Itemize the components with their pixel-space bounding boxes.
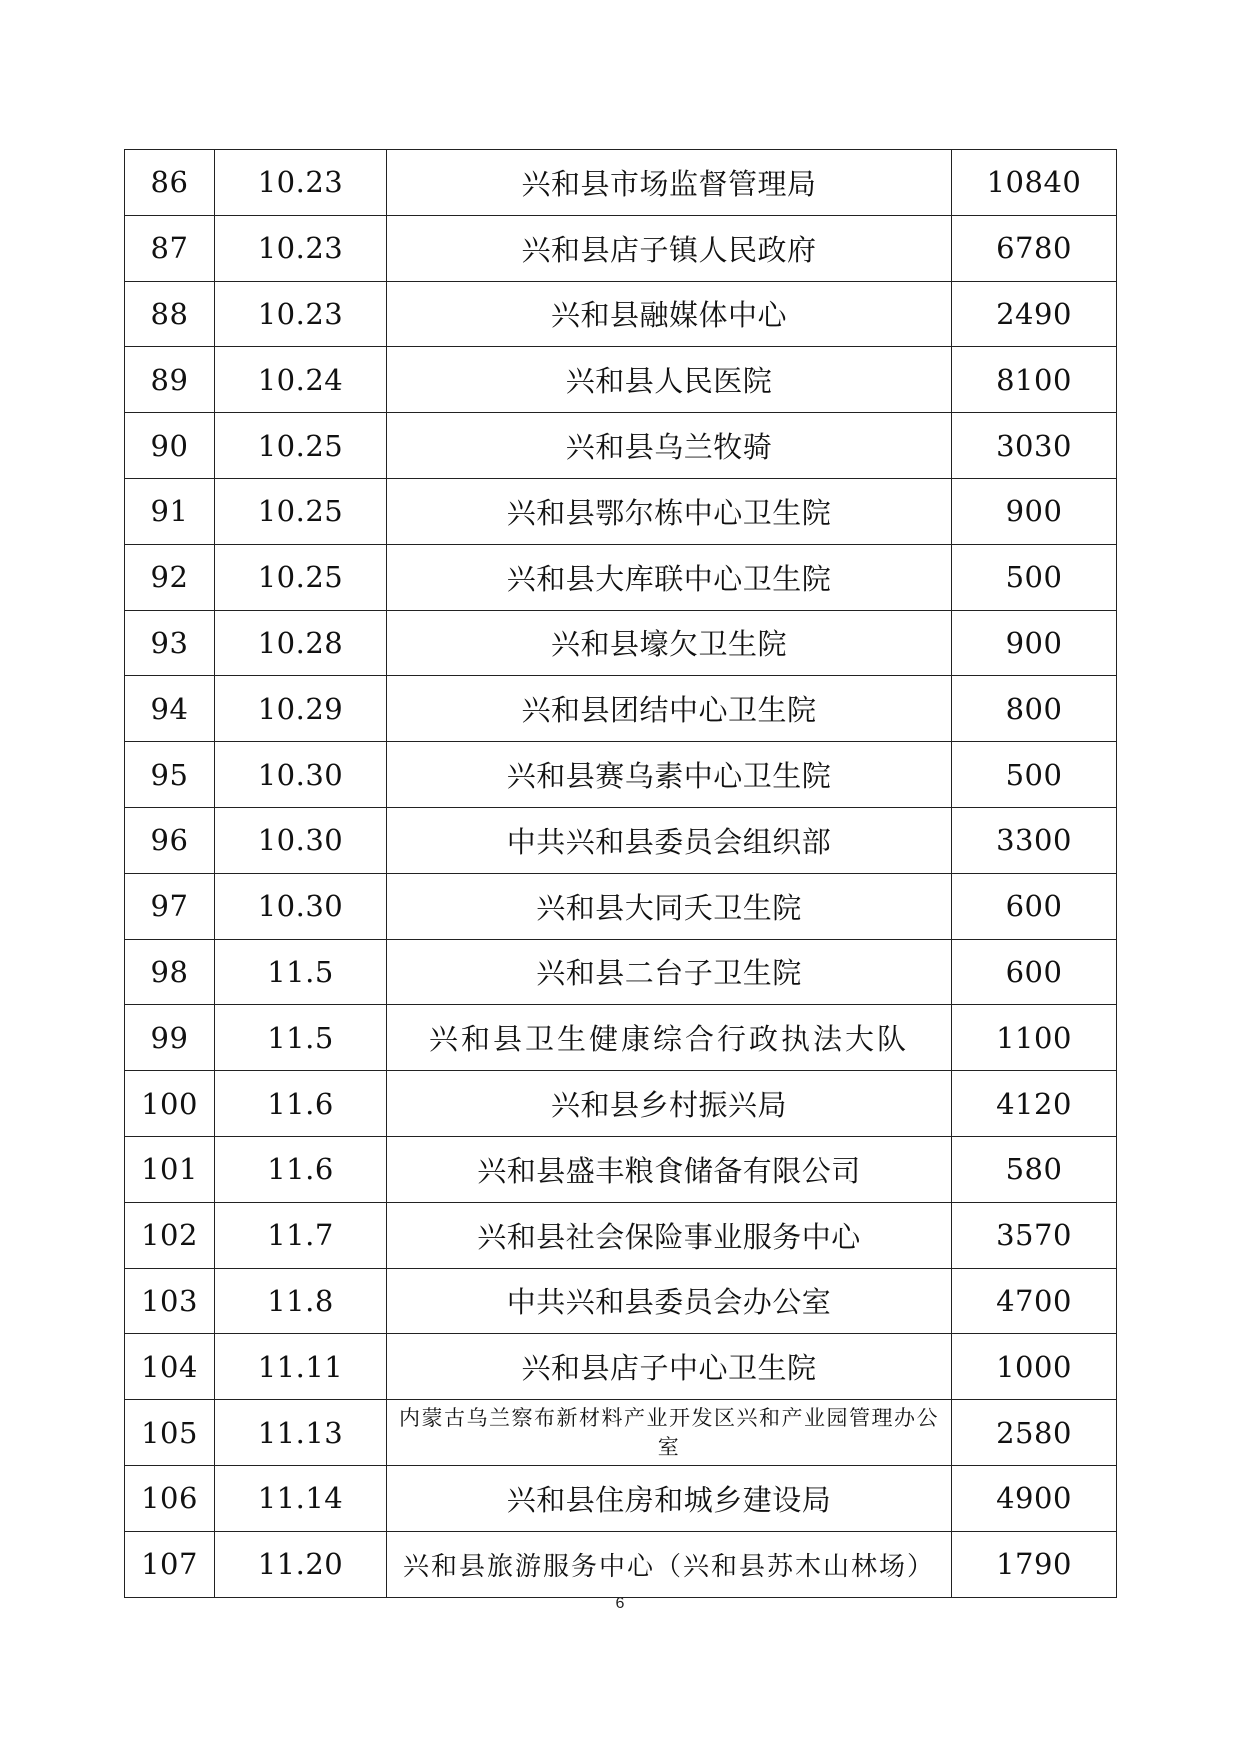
row-unit: 兴和县店子镇人民政府 [387,215,952,281]
row-amount: 800 [952,676,1117,742]
row-amount: 3030 [952,413,1117,479]
row-amount: 500 [952,544,1117,610]
row-unit: 兴和县鄂尔栋中心卫生院 [387,478,952,544]
row-amount: 500 [952,742,1117,808]
row-amount: 900 [952,478,1117,544]
row-unit: 兴和县大库联中心卫生院 [387,544,952,610]
row-amount: 1100 [952,1005,1117,1071]
row-amount: 10840 [952,150,1117,216]
row-unit: 兴和县融媒体中心 [387,281,952,347]
row-date: 10.30 [215,873,387,939]
table-row [125,1071,1117,1137]
table-row [125,1005,1117,1071]
row-amount: 6780 [952,215,1117,281]
table-row [125,215,1117,281]
row-unit: 兴和县乌兰牧骑 [387,413,952,479]
row-number: 87 [125,215,215,281]
row-number: 91 [125,478,215,544]
row-amount: 2580 [952,1400,1117,1466]
row-number: 92 [125,544,215,610]
table-row [125,1465,1117,1531]
row-number: 103 [125,1268,215,1334]
table-row [125,281,1117,347]
row-unit: 兴和县卫生健康综合行政执法大队 [387,1005,952,1071]
row-date: 11.20 [215,1531,387,1597]
row-unit: 兴和县住房和城乡建设局 [387,1465,952,1531]
row-date: 10.28 [215,610,387,676]
row-unit: 兴和县大同夭卫生院 [387,873,952,939]
row-number: 99 [125,1005,215,1071]
row-amount: 580 [952,1136,1117,1202]
row-unit: 兴和县团结中心卫生院 [387,676,952,742]
row-amount: 4700 [952,1268,1117,1334]
table-row [125,1202,1117,1268]
table-row [125,873,1117,939]
table-row [125,1400,1117,1466]
row-number: 93 [125,610,215,676]
row-number: 105 [125,1400,215,1466]
row-date: 11.8 [215,1268,387,1334]
table-row [125,478,1117,544]
row-amount: 3300 [952,807,1117,873]
row-number: 94 [125,676,215,742]
table-row [125,1136,1117,1202]
row-amount: 900 [952,610,1117,676]
row-amount: 2490 [952,281,1117,347]
table-row [125,676,1117,742]
table-row [125,413,1117,479]
table-row [125,610,1117,676]
row-date: 10.23 [215,281,387,347]
row-number: 89 [125,347,215,413]
row-unit: 兴和县旅游服务中心（兴和县苏木山林场） [387,1531,952,1597]
row-number: 107 [125,1531,215,1597]
row-number: 100 [125,1071,215,1137]
table-row [125,1531,1117,1597]
row-date: 10.23 [215,215,387,281]
table-row [125,1268,1117,1334]
row-date: 11.13 [215,1400,387,1466]
row-unit: 兴和县人民医院 [387,347,952,413]
table-row [125,544,1117,610]
table-row [125,347,1117,413]
row-amount: 4900 [952,1465,1117,1531]
row-number: 97 [125,873,215,939]
row-date: 10.29 [215,676,387,742]
table-row [125,150,1117,216]
row-unit: 兴和县店子中心卫生院 [387,1334,952,1400]
row-date: 10.25 [215,413,387,479]
table-row [125,807,1117,873]
row-amount: 8100 [952,347,1117,413]
row-date: 10.23 [215,150,387,216]
row-unit: 兴和县二台子卫生院 [387,939,952,1005]
row-date: 11.11 [215,1334,387,1400]
row-number: 98 [125,939,215,1005]
row-unit: 兴和县赛乌素中心卫生院 [387,742,952,808]
row-date: 10.25 [215,544,387,610]
row-unit: 兴和县乡村振兴局 [387,1071,952,1137]
row-unit: 中共兴和县委员会办公室 [387,1268,952,1334]
table-row [125,742,1117,808]
row-unit: 内蒙古乌兰察布新材料产业开发区兴和产业园管理办公室 [387,1400,952,1466]
row-number: 106 [125,1465,215,1531]
row-unit: 兴和县社会保险事业服务中心 [387,1202,952,1268]
row-number: 88 [125,281,215,347]
row-amount: 1000 [952,1334,1117,1400]
row-unit: 中共兴和县委员会组织部 [387,807,952,873]
row-date: 11.14 [215,1465,387,1531]
row-number: 90 [125,413,215,479]
row-unit: 兴和县盛丰粮食储备有限公司 [387,1136,952,1202]
table-row [125,1334,1117,1400]
row-number: 95 [125,742,215,808]
row-amount: 600 [952,939,1117,1005]
table-row [125,939,1117,1005]
row-amount: 3570 [952,1202,1117,1268]
row-date: 11.6 [215,1071,387,1137]
row-number: 102 [125,1202,215,1268]
row-amount: 600 [952,873,1117,939]
row-date: 11.7 [215,1202,387,1268]
page-number: 6 [615,1595,625,1612]
row-number: 104 [125,1334,215,1400]
row-date: 11.6 [215,1136,387,1202]
donation-table [124,149,1117,1598]
row-number: 96 [125,807,215,873]
row-number: 101 [125,1136,215,1202]
row-date: 10.24 [215,347,387,413]
row-unit: 兴和县壕欠卫生院 [387,610,952,676]
row-date: 10.30 [215,807,387,873]
row-date: 11.5 [215,1005,387,1071]
row-date: 11.5 [215,939,387,1005]
row-amount: 4120 [952,1071,1117,1137]
row-date: 10.25 [215,478,387,544]
row-date: 10.30 [215,742,387,808]
row-unit: 兴和县市场监督管理局 [387,150,952,216]
row-amount: 1790 [952,1531,1117,1597]
row-number: 86 [125,150,215,216]
